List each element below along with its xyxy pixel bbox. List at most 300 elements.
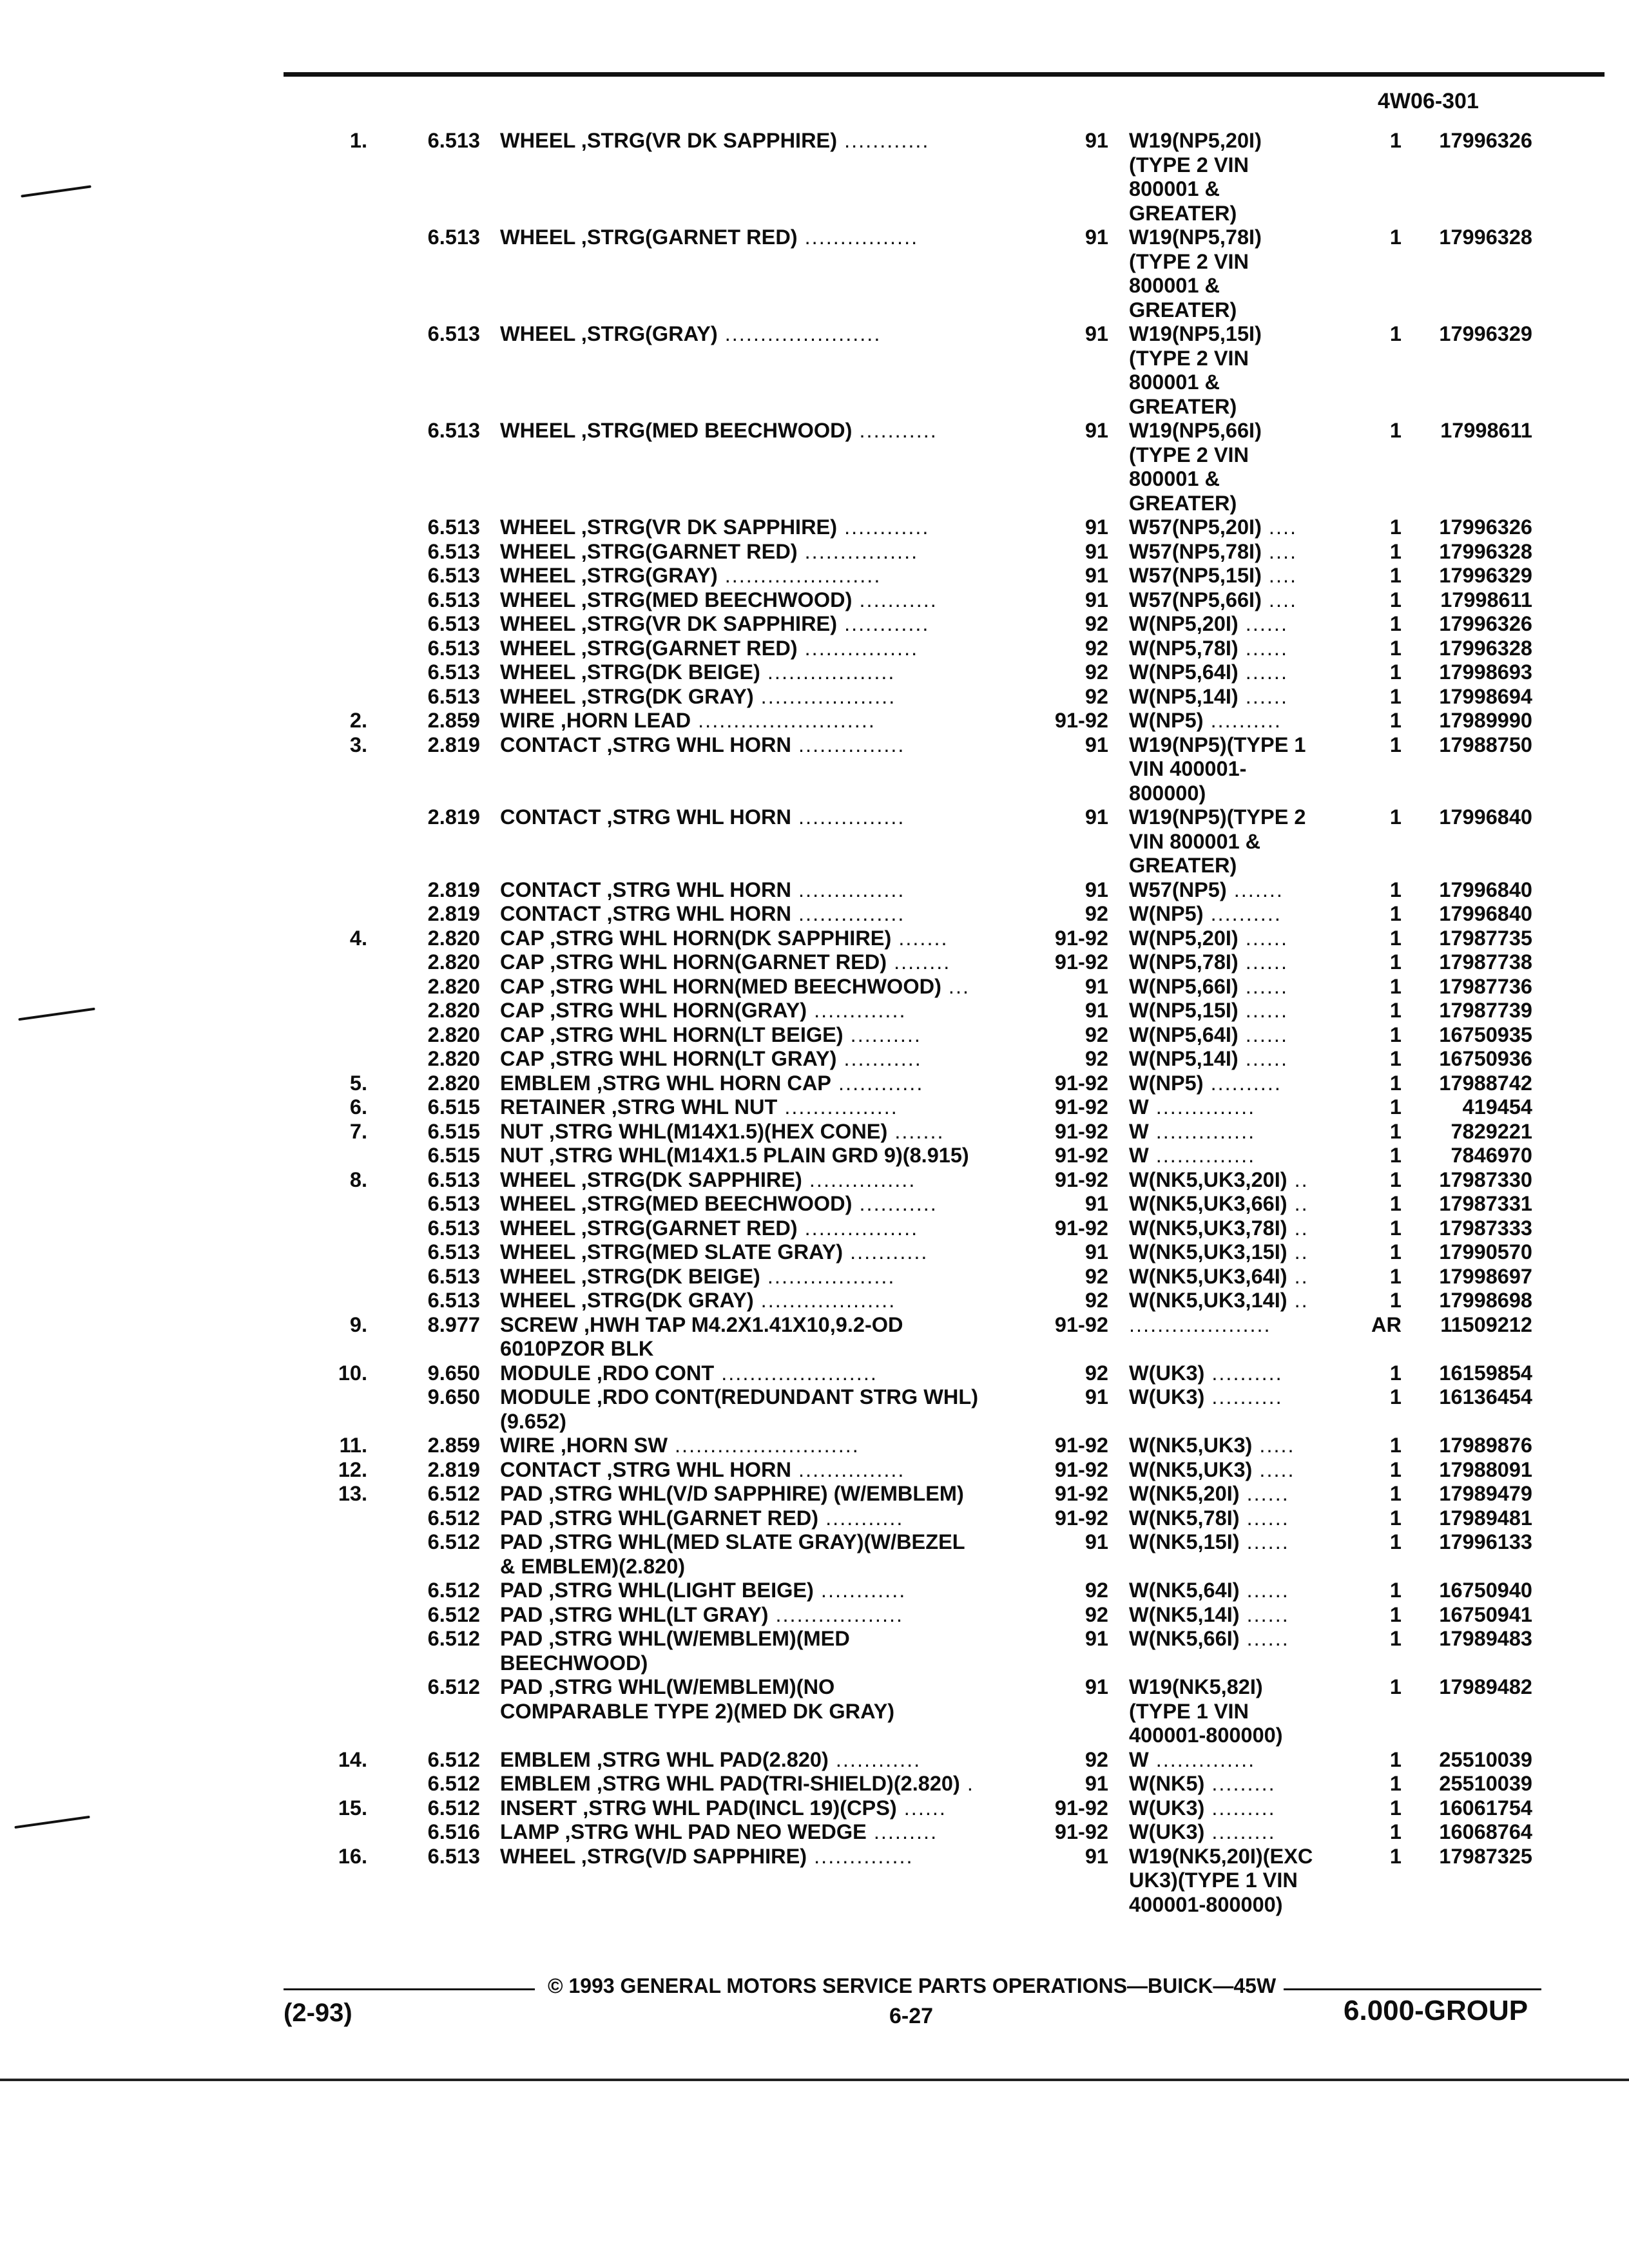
model-year: 92 bbox=[1084, 1047, 1108, 1070]
model-year: 91 bbox=[1084, 1675, 1108, 1698]
part-name: CAP bbox=[500, 1047, 545, 1070]
part-description bbox=[500, 322, 1028, 347]
part-name: PAD bbox=[500, 1579, 543, 1602]
part-number: 17998698 bbox=[1439, 1289, 1532, 1312]
usage-code bbox=[1129, 492, 1351, 516]
group-number: 2.819 bbox=[427, 878, 480, 901]
part-detail: ,STRG WHL HORN bbox=[606, 1457, 791, 1481]
part-name: PAD bbox=[500, 1675, 543, 1698]
part-description bbox=[500, 1434, 1028, 1458]
part-detail: ,STRG(MED BEECHWOOD) bbox=[581, 1192, 853, 1215]
usage-text: W bbox=[1129, 1747, 1149, 1771]
quantity: 1 bbox=[1389, 1434, 1402, 1457]
part-name: WHEEL bbox=[500, 564, 575, 587]
leader-dots: ....... bbox=[1226, 878, 1284, 901]
quantity: 1 bbox=[1389, 1747, 1402, 1771]
usage-code bbox=[1129, 395, 1351, 419]
model-year: 91 bbox=[1084, 539, 1108, 563]
parts-row bbox=[0, 1748, 1629, 1773]
parts-row bbox=[0, 153, 1629, 178]
leader-dots: ...... bbox=[1238, 612, 1288, 635]
part-name: CONTACT bbox=[500, 878, 601, 901]
usage-text: W(NK5,14I) bbox=[1129, 1602, 1240, 1626]
quantity: 1 bbox=[1389, 1071, 1402, 1095]
quantity: 1 bbox=[1389, 636, 1402, 660]
usage-code bbox=[1129, 637, 1351, 661]
group-number: 6.513 bbox=[427, 515, 480, 539]
quantity: 1 bbox=[1389, 1240, 1402, 1264]
usage-text: (TYPE 2 VIN bbox=[1129, 153, 1249, 177]
parts-row bbox=[0, 685, 1629, 709]
quantity: 1 bbox=[1389, 684, 1402, 708]
part-description bbox=[500, 1361, 1028, 1386]
part-name: WHEEL bbox=[500, 1192, 575, 1215]
parts-row bbox=[0, 419, 1629, 443]
part-detail: ,STRG WHL(M14X1.5)(HEX CONE) bbox=[548, 1119, 888, 1143]
model-year: 91-92 bbox=[1054, 1820, 1108, 1843]
usage-text: GREATER) bbox=[1129, 201, 1237, 225]
group-number: 6.516 bbox=[427, 1820, 480, 1843]
leader-dots: .. bbox=[1287, 1264, 1309, 1288]
usage-code bbox=[1129, 250, 1351, 274]
leader-dots: ......... bbox=[866, 1820, 938, 1843]
usage-text: 400001-800000) bbox=[1129, 1724, 1283, 1747]
part-description bbox=[500, 1120, 1028, 1144]
leader-dots: ....... bbox=[891, 926, 949, 950]
usage-text: GREATER) bbox=[1129, 394, 1237, 418]
usage-code bbox=[1129, 298, 1351, 323]
group-number: 6.513 bbox=[427, 684, 480, 708]
part-detail: ,STRG WHL(GARNET RED) bbox=[548, 1506, 819, 1530]
part-number: 17996328 bbox=[1439, 539, 1532, 563]
parts-row bbox=[0, 1579, 1629, 1603]
group-number: 6.513 bbox=[427, 660, 480, 684]
quantity: 1 bbox=[1389, 515, 1402, 539]
parts-list bbox=[0, 129, 1629, 1917]
usage-text: W(NK5,64I) bbox=[1129, 1579, 1240, 1602]
part-detail: ,STRG WHL(LT GRAY) bbox=[548, 1602, 769, 1626]
usage-code bbox=[1129, 782, 1351, 806]
quantity: 1 bbox=[1389, 1168, 1402, 1191]
part-description bbox=[500, 1047, 1028, 1072]
group-number: 6.512 bbox=[427, 1602, 480, 1626]
parts-row bbox=[0, 322, 1629, 347]
quantity: 1 bbox=[1389, 1579, 1402, 1602]
part-description bbox=[500, 1796, 1028, 1821]
part-description bbox=[500, 1700, 1028, 1724]
leader-dots: .......... bbox=[1204, 1361, 1283, 1385]
part-name: CONTACT bbox=[500, 733, 601, 756]
usage-text: (TYPE 2 VIN bbox=[1129, 443, 1249, 466]
part-number: 17988750 bbox=[1439, 733, 1532, 756]
leader-dots: ............ bbox=[837, 515, 930, 539]
part-name: PAD bbox=[500, 1627, 543, 1650]
parts-row bbox=[0, 782, 1629, 806]
part-detail: ,STRG(DK SAPPHIRE) bbox=[581, 1168, 802, 1191]
quantity: 1 bbox=[1389, 1192, 1402, 1215]
model-year: 92 bbox=[1084, 1602, 1108, 1626]
group-number: 6.513 bbox=[427, 129, 480, 152]
part-description bbox=[500, 564, 1028, 588]
usage-text: GREATER) bbox=[1129, 298, 1237, 322]
usage-code bbox=[1129, 540, 1351, 564]
parts-row bbox=[0, 298, 1629, 323]
part-description bbox=[500, 660, 1028, 685]
model-year: 92 bbox=[1084, 902, 1108, 925]
parts-row bbox=[0, 1337, 1629, 1361]
part-detail: ,STRG(DK GRAY) bbox=[581, 684, 754, 708]
quantity: 1 bbox=[1389, 1289, 1402, 1312]
model-year: 91-92 bbox=[1054, 950, 1108, 974]
group-number: 6.513 bbox=[427, 1264, 480, 1288]
ref-number: 10. bbox=[338, 1361, 367, 1385]
part-detail: ,STRG(VR DK SAPPHIRE) bbox=[581, 612, 838, 635]
usage-code bbox=[1129, 322, 1351, 347]
part-description bbox=[500, 902, 1028, 927]
parts-row bbox=[0, 1506, 1629, 1531]
quantity: 1 bbox=[1389, 588, 1402, 611]
usage-code bbox=[1129, 1748, 1351, 1773]
usage-text: W(NP5,78I) bbox=[1129, 636, 1239, 660]
part-detail: & EMBLEM)(2.820) bbox=[500, 1554, 686, 1578]
group-number: 2.819 bbox=[427, 733, 480, 756]
parts-row bbox=[0, 709, 1629, 733]
part-name: CAP bbox=[500, 1023, 545, 1046]
part-name: WIRE bbox=[500, 709, 555, 732]
ref-number: 3. bbox=[349, 733, 367, 756]
group-number: 2.820 bbox=[427, 974, 480, 998]
part-description bbox=[500, 878, 1028, 903]
leader-dots: .. bbox=[1287, 1289, 1309, 1312]
usage-code bbox=[1129, 129, 1351, 153]
model-year: 92 bbox=[1084, 636, 1108, 660]
group-number: 6.513 bbox=[427, 564, 480, 587]
leader-dots: .............. bbox=[1148, 1144, 1256, 1167]
model-year: 91 bbox=[1084, 1627, 1108, 1650]
part-detail: (9.652) bbox=[500, 1409, 566, 1433]
usage-text: W(NP5,64I) bbox=[1129, 660, 1239, 684]
usage-text: W57(NP5,78I) bbox=[1129, 539, 1262, 563]
usage-code bbox=[1129, 1120, 1351, 1144]
group-number: 6.515 bbox=[427, 1119, 480, 1143]
leader-dots: .......... bbox=[1204, 1385, 1283, 1408]
part-name: WHEEL bbox=[500, 539, 575, 563]
part-description bbox=[500, 1748, 1028, 1773]
leader-dots: .................. bbox=[760, 1264, 896, 1288]
quantity: 1 bbox=[1389, 1627, 1402, 1650]
model-year: 91-92 bbox=[1054, 1095, 1108, 1119]
ref-number: 4. bbox=[349, 926, 367, 950]
ref-number: 5. bbox=[349, 1071, 367, 1095]
model-year: 91 bbox=[1084, 1192, 1108, 1215]
leader-dots: ...... bbox=[1238, 1023, 1288, 1046]
usage-code bbox=[1129, 1796, 1351, 1821]
parts-row bbox=[0, 830, 1629, 854]
leader-dots: ........ bbox=[887, 950, 951, 974]
leader-dots: ...................... bbox=[717, 322, 882, 345]
model-year: 91 bbox=[1084, 1240, 1108, 1264]
usage-code bbox=[1129, 999, 1351, 1023]
part-name: CONTACT bbox=[500, 1457, 601, 1481]
parts-row bbox=[0, 1458, 1629, 1483]
usage-code bbox=[1129, 1095, 1351, 1120]
usage-code bbox=[1129, 177, 1351, 202]
part-number: 17987325 bbox=[1439, 1844, 1532, 1868]
part-name: EMBLEM bbox=[500, 1071, 591, 1095]
part-number: 17987738 bbox=[1439, 950, 1532, 974]
part-description bbox=[500, 1530, 1028, 1555]
group-number: 6.513 bbox=[427, 1192, 480, 1215]
group-number: 6.513 bbox=[427, 419, 480, 442]
model-year: 91-92 bbox=[1054, 1216, 1108, 1240]
part-number: 16068764 bbox=[1439, 1820, 1532, 1843]
part-name: WHEEL bbox=[500, 226, 575, 249]
leader-dots: ...... bbox=[1238, 684, 1288, 708]
parts-row bbox=[0, 950, 1629, 975]
part-number: 17996840 bbox=[1439, 902, 1532, 925]
part-number: 17989482 bbox=[1439, 1675, 1532, 1698]
usage-text: W(NK5,66I) bbox=[1129, 1627, 1240, 1650]
part-description bbox=[500, 637, 1028, 661]
group-number: 6.512 bbox=[427, 1579, 480, 1602]
part-name: PAD bbox=[500, 1530, 543, 1553]
part-description bbox=[500, 1506, 1028, 1531]
quantity: 1 bbox=[1389, 805, 1402, 829]
usage-code bbox=[1129, 419, 1351, 443]
part-description bbox=[500, 1144, 1028, 1168]
model-year: 91-92 bbox=[1054, 926, 1108, 950]
leader-dots: ........... bbox=[852, 1192, 938, 1215]
part-description bbox=[500, 1820, 1028, 1845]
part-number: 17996329 bbox=[1439, 322, 1532, 345]
leader-dots: ......................... bbox=[691, 709, 876, 732]
parts-row bbox=[0, 637, 1629, 661]
leader-dots: .................. bbox=[768, 1602, 904, 1626]
ref-number: 13. bbox=[338, 1482, 367, 1505]
leader-dots: ............... bbox=[791, 733, 905, 756]
usage-code bbox=[1129, 588, 1351, 613]
usage-code bbox=[1129, 854, 1351, 878]
part-detail: ,STRG WHL(MED SLATE GRAY)(W/BEZEL bbox=[548, 1530, 965, 1553]
model-year: 91-92 bbox=[1054, 1168, 1108, 1191]
part-name: WHEEL bbox=[500, 515, 575, 539]
usage-code bbox=[1129, 1675, 1351, 1700]
part-name: RETAINER bbox=[500, 1095, 606, 1119]
leader-dots: ................... bbox=[753, 1289, 896, 1312]
parts-row bbox=[0, 588, 1629, 613]
part-description bbox=[500, 1651, 1028, 1676]
model-year: 91-92 bbox=[1054, 709, 1108, 732]
part-description bbox=[500, 1410, 1028, 1434]
leader-dots: . bbox=[959, 1772, 974, 1795]
part-name: CAP bbox=[500, 974, 545, 998]
leader-dots: .............. bbox=[807, 1844, 914, 1868]
quantity: 1 bbox=[1389, 1796, 1402, 1820]
usage-text: W(NP5,15I) bbox=[1129, 999, 1239, 1022]
leader-dots: .......... bbox=[1203, 709, 1282, 732]
parts-row bbox=[0, 1869, 1629, 1893]
leader-dots: ............ bbox=[837, 612, 930, 635]
quantity: 1 bbox=[1389, 1844, 1402, 1868]
quantity: AR bbox=[1371, 1312, 1402, 1336]
quantity: 1 bbox=[1389, 660, 1402, 684]
usage-text: W(NK5,UK3,64I) bbox=[1129, 1264, 1287, 1288]
usage-text: 800001 & bbox=[1129, 274, 1220, 297]
parts-row bbox=[0, 1651, 1629, 1676]
usage-text: W(NP5) bbox=[1129, 1071, 1204, 1095]
usage-text: W19(NK5,82I) bbox=[1129, 1675, 1263, 1698]
group-number: 6.515 bbox=[427, 1144, 480, 1167]
usage-code bbox=[1129, 1361, 1351, 1386]
parts-row bbox=[0, 1072, 1629, 1096]
part-description bbox=[500, 1579, 1028, 1603]
quantity: 1 bbox=[1389, 950, 1402, 974]
parts-row bbox=[0, 564, 1629, 588]
group-number: 9.650 bbox=[427, 1385, 480, 1408]
part-detail: ,STRG WHL HORN bbox=[606, 878, 791, 901]
usage-code bbox=[1129, 709, 1351, 733]
parts-row bbox=[0, 226, 1629, 250]
part-number: 17996328 bbox=[1439, 636, 1532, 660]
parts-row bbox=[0, 1144, 1629, 1168]
part-description bbox=[500, 226, 1028, 250]
usage-text: W bbox=[1129, 1119, 1149, 1143]
part-description bbox=[500, 975, 1028, 999]
leader-dots: ................ bbox=[797, 1216, 919, 1240]
part-name: WHEEL bbox=[500, 1216, 575, 1240]
leader-dots: ............ bbox=[831, 1071, 924, 1095]
part-description bbox=[500, 1240, 1028, 1265]
group-number: 6.512 bbox=[427, 1627, 480, 1650]
part-description bbox=[500, 1603, 1028, 1628]
usage-code bbox=[1129, 1579, 1351, 1603]
part-number: 17998697 bbox=[1439, 1264, 1532, 1288]
leader-dots: ...... bbox=[1239, 1482, 1289, 1505]
leader-dots: ...... bbox=[1239, 1579, 1289, 1602]
part-detail: ,HORN LEAD bbox=[560, 709, 691, 732]
usage-code bbox=[1129, 1893, 1351, 1917]
model-year: 91 bbox=[1084, 974, 1108, 998]
parts-row bbox=[0, 1627, 1629, 1651]
group-number: 2.859 bbox=[427, 1434, 480, 1457]
leader-dots: ...... bbox=[1238, 1047, 1288, 1070]
usage-code bbox=[1129, 685, 1351, 709]
usage-code bbox=[1129, 467, 1351, 492]
part-number: 17989479 bbox=[1439, 1482, 1532, 1505]
part-name: WIRE bbox=[500, 1434, 555, 1457]
usage-code bbox=[1129, 347, 1351, 371]
usage-code bbox=[1129, 902, 1351, 927]
part-number: 17998611 bbox=[1440, 419, 1532, 442]
leader-dots: ............ bbox=[828, 1747, 921, 1771]
model-year: 91 bbox=[1084, 588, 1108, 611]
part-detail: ,STRG(MED SLATE GRAY) bbox=[581, 1240, 843, 1264]
part-detail: ,STRG WHL HORN(DK SAPPHIRE) bbox=[550, 926, 892, 950]
model-year: 91 bbox=[1084, 1844, 1108, 1868]
model-year: 91-92 bbox=[1054, 1144, 1108, 1167]
part-description bbox=[500, 1845, 1028, 1869]
part-name: CONTACT bbox=[500, 805, 601, 829]
leader-dots: ....... bbox=[887, 1119, 945, 1143]
ref-number: 11. bbox=[339, 1434, 367, 1457]
parts-row bbox=[0, 878, 1629, 903]
usage-code bbox=[1129, 1168, 1351, 1193]
leader-dots: ................ bbox=[797, 539, 919, 563]
parts-row bbox=[0, 1216, 1629, 1241]
parts-row bbox=[0, 612, 1629, 637]
group-number: 2.820 bbox=[427, 999, 480, 1022]
part-name: NUT bbox=[500, 1119, 543, 1143]
part-detail: BEECHWOOD) bbox=[500, 1651, 648, 1675]
quantity: 1 bbox=[1389, 1482, 1402, 1505]
quantity: 1 bbox=[1389, 612, 1402, 635]
group-number: 6.512 bbox=[427, 1747, 480, 1771]
usage-text: W(NP5,20I) bbox=[1129, 612, 1239, 635]
parts-row bbox=[0, 1192, 1629, 1216]
parts-row bbox=[0, 1893, 1629, 1917]
part-name: CAP bbox=[500, 950, 545, 974]
usage-code bbox=[1129, 1434, 1351, 1458]
part-description bbox=[500, 1482, 1028, 1506]
quantity: 1 bbox=[1389, 1602, 1402, 1626]
group-number: 6.513 bbox=[427, 1216, 480, 1240]
quantity: 1 bbox=[1389, 1047, 1402, 1070]
part-detail: ,HORN SW bbox=[560, 1434, 668, 1457]
leader-dots: ..... bbox=[1252, 1457, 1295, 1481]
usage-code bbox=[1129, 1482, 1351, 1506]
part-name: WHEEL bbox=[500, 1264, 575, 1288]
usage-text: W(NK5,UK3,78I) bbox=[1129, 1216, 1287, 1240]
group-number: 6.513 bbox=[427, 1240, 480, 1264]
quantity: 1 bbox=[1389, 1361, 1402, 1385]
leader-dots: ...... bbox=[1239, 1506, 1289, 1530]
part-detail: ,HWH TAP M4.2X1.41X10,9.2-OD bbox=[584, 1312, 903, 1336]
quantity: 1 bbox=[1389, 1216, 1402, 1240]
part-detail: ,STRG WHL HORN(GARNET RED) bbox=[550, 950, 887, 974]
quantity: 1 bbox=[1389, 1264, 1402, 1288]
part-description bbox=[500, 419, 1028, 443]
model-year: 91 bbox=[1084, 878, 1108, 901]
parts-row bbox=[0, 1845, 1629, 1869]
usage-text: 800001 & bbox=[1129, 370, 1220, 394]
ref-number: 2. bbox=[349, 709, 367, 732]
part-detail: ,STRG(DK BEIGE) bbox=[581, 1264, 760, 1288]
leader-dots: .......... bbox=[843, 1023, 921, 1046]
usage-code bbox=[1129, 1869, 1351, 1893]
quantity: 1 bbox=[1389, 564, 1402, 587]
part-number: 7829221 bbox=[1451, 1119, 1532, 1143]
part-description bbox=[500, 1289, 1028, 1313]
parts-row bbox=[0, 1555, 1629, 1579]
usage-code bbox=[1129, 226, 1351, 250]
group-number: 6.513 bbox=[427, 636, 480, 660]
usage-text: W57(NP5,20I) bbox=[1129, 515, 1262, 539]
parts-row bbox=[0, 1289, 1629, 1313]
usage-text: W(NP5,14I) bbox=[1129, 684, 1239, 708]
parts-row bbox=[0, 177, 1629, 202]
leader-dots: ........... bbox=[836, 1047, 922, 1070]
leader-dots: .. bbox=[1287, 1168, 1309, 1191]
part-name: CONTACT bbox=[500, 902, 601, 925]
group-number: 6.513 bbox=[427, 612, 480, 635]
usage-text: GREATER) bbox=[1129, 854, 1237, 877]
part-number: 17988091 bbox=[1439, 1457, 1532, 1481]
leader-dots: .................... bbox=[1129, 1312, 1271, 1336]
model-year: 92 bbox=[1084, 660, 1108, 684]
part-number: 17996326 bbox=[1439, 612, 1532, 635]
part-number: 17996326 bbox=[1439, 515, 1532, 539]
usage-code bbox=[1129, 1192, 1351, 1216]
